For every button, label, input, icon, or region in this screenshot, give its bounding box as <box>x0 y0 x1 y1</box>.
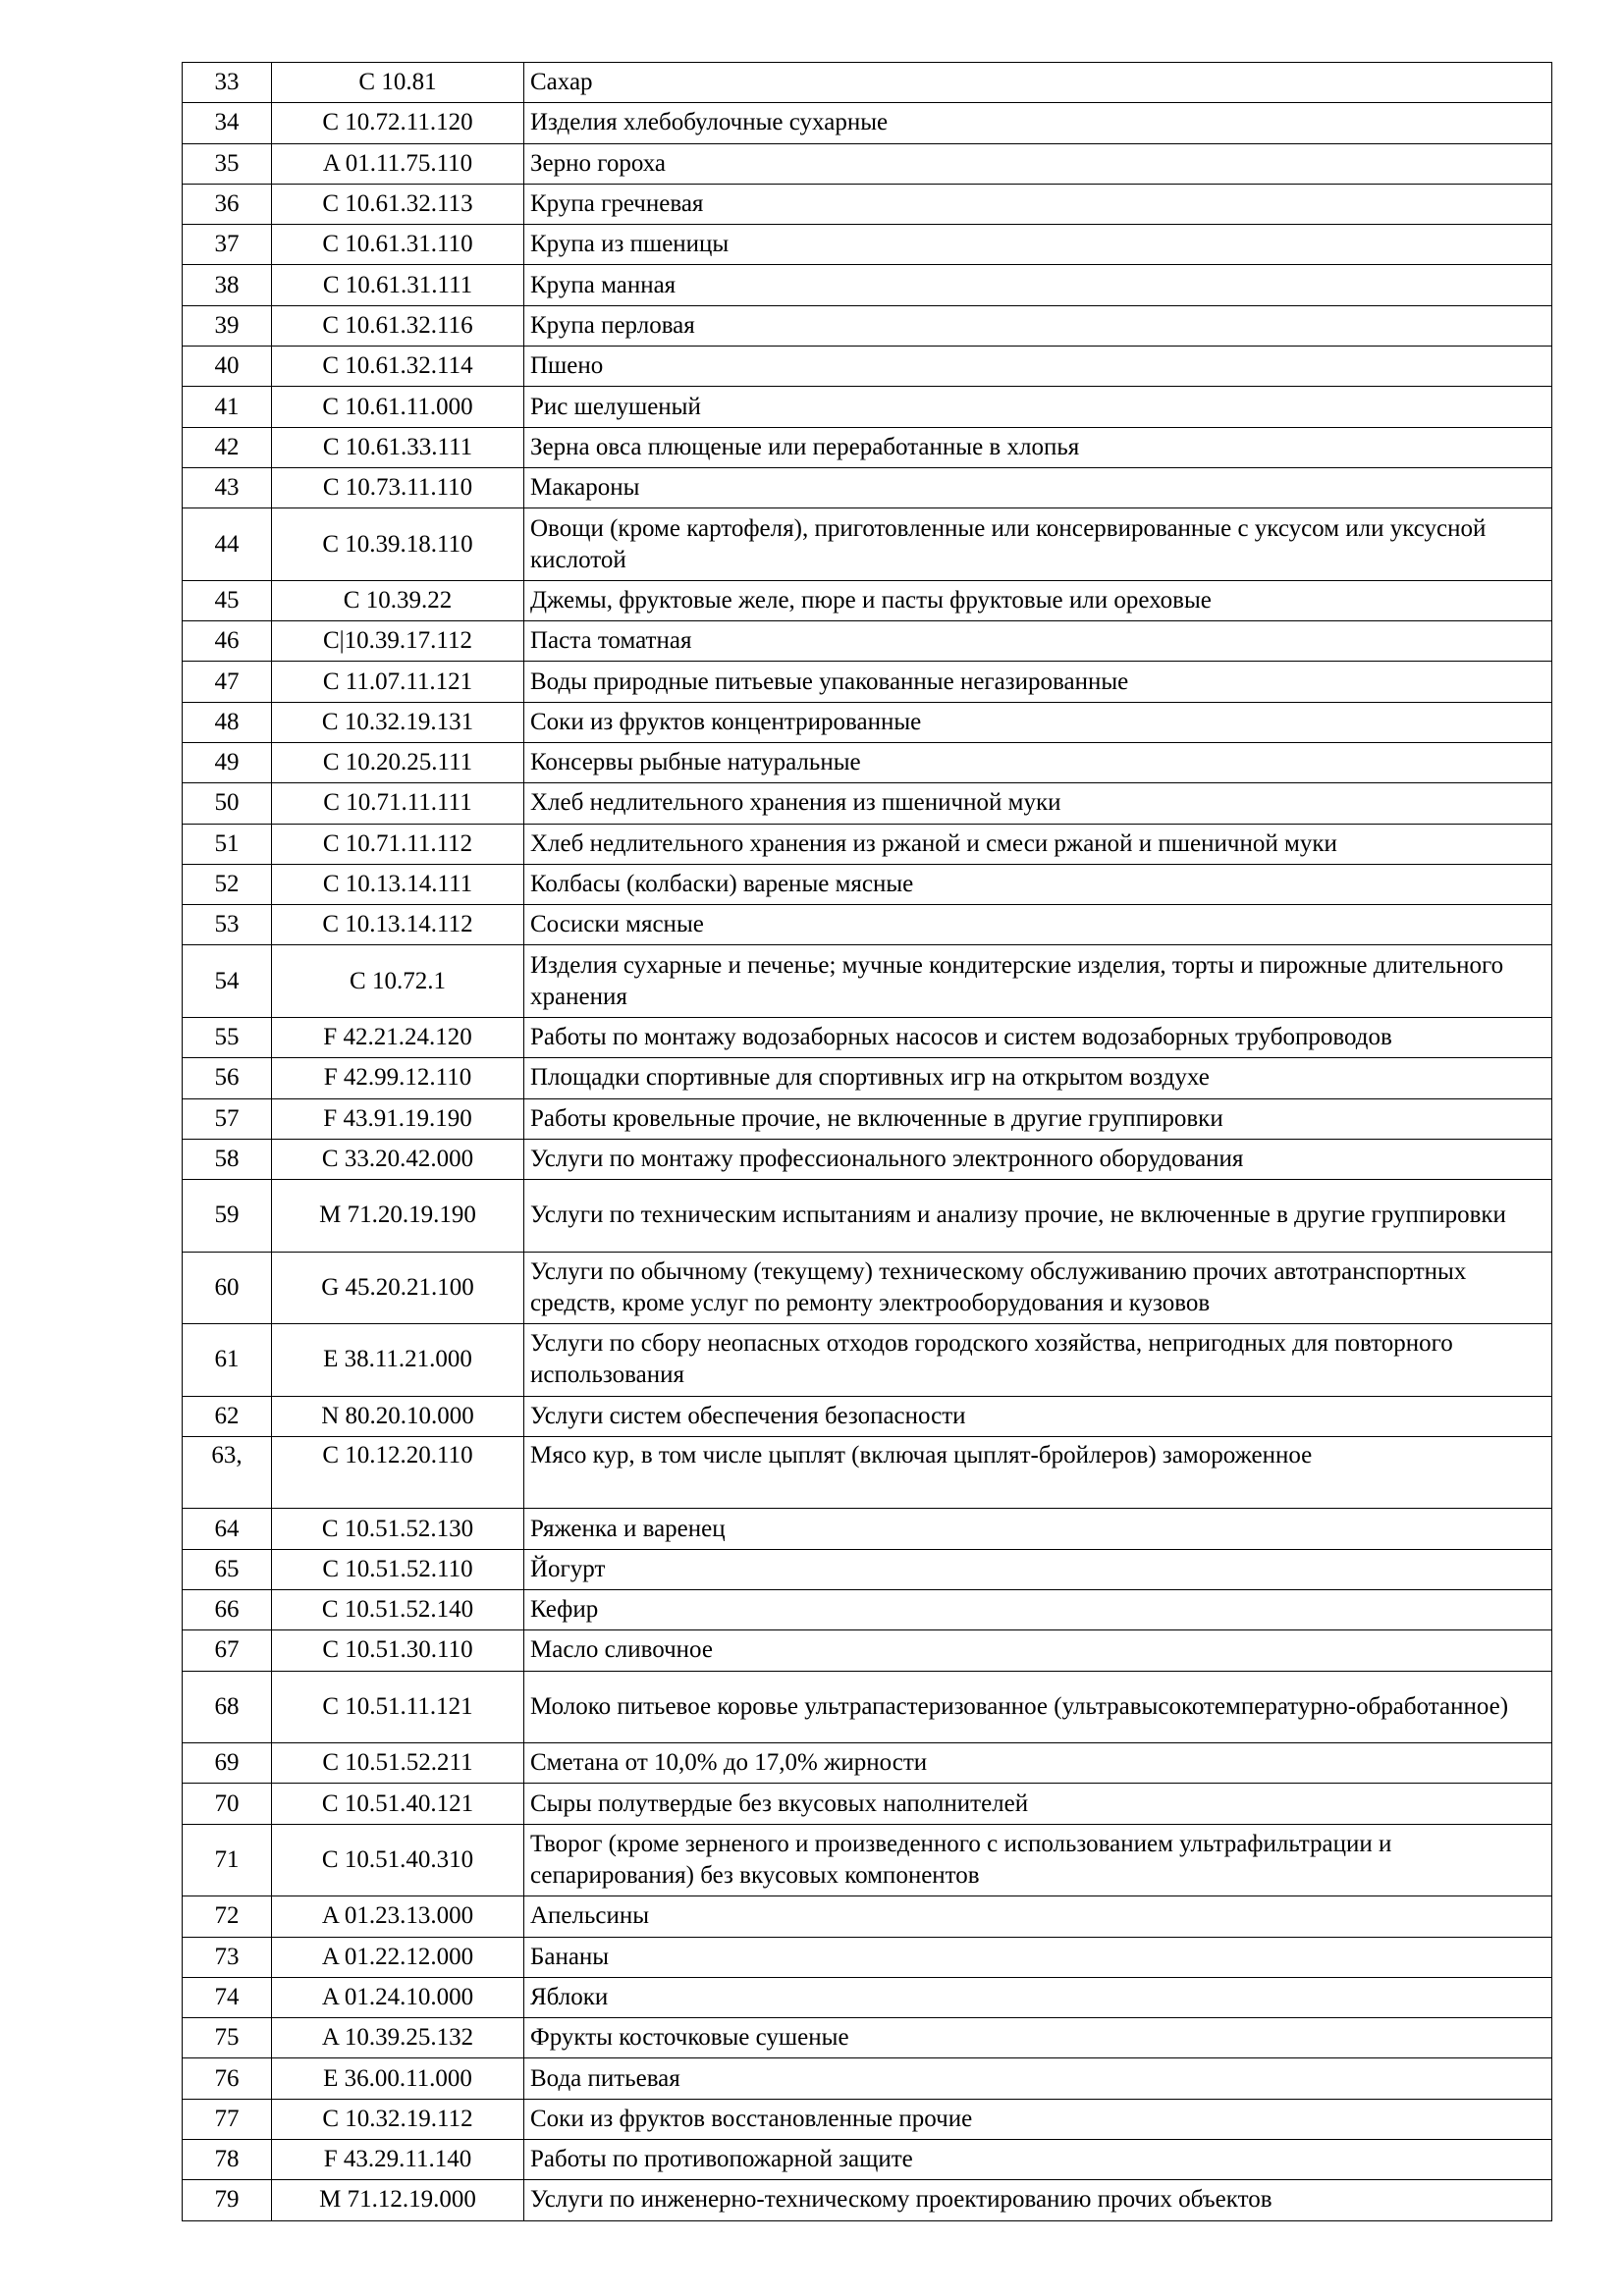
item-name-cell: Услуги по техническим испытаниям и анализу прочие, не включенные в другие группировки <box>524 1180 1552 1253</box>
item-name-cell: Масло сливочное <box>524 1630 1552 1671</box>
okpd-code-cell: A 10.39.25.132 <box>272 2018 524 2058</box>
item-name-cell: Бананы <box>524 1937 1552 1977</box>
item-name-cell: Услуги по монтажу профессионального электронного оборудования <box>524 1139 1552 1179</box>
row-number-cell: 70 <box>183 1784 272 1824</box>
row-number-cell: 39 <box>183 305 272 346</box>
item-name-cell: Крупа перловая <box>524 305 1552 346</box>
item-name-cell: Макароны <box>524 467 1552 507</box>
okpd-code-cell: C 10.81 <box>272 63 524 103</box>
row-number-cell: 73 <box>183 1937 272 1977</box>
row-number-cell: 78 <box>183 2139 272 2179</box>
okpd-code-cell: C 10.32.19.131 <box>272 702 524 742</box>
table-row <box>183 1017 1552 1057</box>
row-number-cell: 38 <box>183 265 272 305</box>
row-number-cell: 54 <box>183 945 272 1018</box>
item-name-cell: Соки из фруктов концентрированные <box>524 702 1552 742</box>
okpd-code-cell: C 10.51.40.310 <box>272 1824 524 1896</box>
okpd-code-cell: C 10.61.32.116 <box>272 305 524 346</box>
table-row <box>183 2099 1552 2139</box>
okpd-code-cell: A 01.24.10.000 <box>272 1977 524 2017</box>
table-row <box>183 1549 1552 1589</box>
okpd-code-cell: A 01.23.13.000 <box>272 1896 524 1937</box>
table-row <box>183 1436 1552 1509</box>
okpd-code-cell: N 80.20.10.000 <box>272 1396 524 1436</box>
table-row <box>183 508 1552 581</box>
item-name-cell: Фрукты косточковые сушеные <box>524 2018 1552 2058</box>
row-number-cell: 55 <box>183 1017 272 1057</box>
row-number-cell: 67 <box>183 1630 272 1671</box>
table-row <box>183 2018 1552 2058</box>
item-name-cell: Кефир <box>524 1590 1552 1630</box>
table-row <box>183 305 1552 346</box>
okpd-code-cell: A 01.22.12.000 <box>272 1937 524 1977</box>
table-row <box>183 1896 1552 1937</box>
okpd-code-cell: M 71.12.19.000 <box>272 2180 524 2220</box>
row-number-cell: 74 <box>183 1977 272 2017</box>
item-name-cell: Крупа манная <box>524 265 1552 305</box>
item-name-cell: Вода питьевая <box>524 2058 1552 2099</box>
item-name-cell: Крупа гречневая <box>524 184 1552 224</box>
okpd-code-cell: F 43.91.19.190 <box>272 1098 524 1139</box>
okpd-code-cell: C 10.61.31.110 <box>272 225 524 265</box>
row-number-cell: 46 <box>183 621 272 662</box>
table-row <box>183 783 1552 824</box>
okpd-code-cell: C 10.72.1 <box>272 945 524 1018</box>
row-number-cell: 66 <box>183 1590 272 1630</box>
okpd-code-cell: F 43.29.11.140 <box>272 2139 524 2179</box>
item-name-cell: Паста томатная <box>524 621 1552 662</box>
table-row <box>183 1590 1552 1630</box>
row-number-cell: 64 <box>183 1509 272 1549</box>
item-name-cell: Консервы рыбные натуральные <box>524 742 1552 782</box>
okpd-code-cell: A 01.11.75.110 <box>272 143 524 184</box>
item-name-cell: Площадки спортивные для спортивных игр на открытом воздухе <box>524 1058 1552 1098</box>
okpd-code-cell: C|10.39.17.112 <box>272 621 524 662</box>
item-name-cell: Изделия хлебобулочные сухарные <box>524 103 1552 143</box>
item-name-cell: Зерна овса плющеные или переработанные в хлопья <box>524 427 1552 467</box>
row-number-cell: 33 <box>183 63 272 103</box>
okpd-code-cell: C 10.61.11.000 <box>272 387 524 427</box>
row-number-cell: 42 <box>183 427 272 467</box>
okpd-code-cell: F 42.21.24.120 <box>272 1017 524 1057</box>
table-row <box>183 63 1552 103</box>
row-number-cell: 36 <box>183 184 272 224</box>
row-number-cell: 62 <box>183 1396 272 1436</box>
table-row <box>183 2139 1552 2179</box>
item-name-cell: Услуги по сбору неопасных отходов городского хозяйства, непригодных для повторного использования <box>524 1324 1552 1397</box>
row-number-cell: 58 <box>183 1139 272 1179</box>
row-number-cell: 68 <box>183 1671 272 1743</box>
row-number-cell: 51 <box>183 824 272 864</box>
okpd-code-cell: C 10.61.31.111 <box>272 265 524 305</box>
item-name-cell: Соки из фруктов восстановленные прочие <box>524 2099 1552 2139</box>
item-name-cell: Джемы, фруктовые желе, пюре и пасты фруктовые или ореховые <box>524 580 1552 620</box>
table-row <box>183 1058 1552 1098</box>
item-name-cell: Крупа из пшеницы <box>524 225 1552 265</box>
okpd-code-cell: C 10.13.14.111 <box>272 864 524 904</box>
item-name-cell: Хлеб недлительного хранения из пшеничной муки <box>524 783 1552 824</box>
item-name-cell: Услуги систем обеспечения безопасности <box>524 1396 1552 1436</box>
okpd-code-cell: G 45.20.21.100 <box>272 1252 524 1324</box>
item-name-cell: Ряженка и варенец <box>524 1509 1552 1549</box>
okpd-code-cell: C 10.51.11.121 <box>272 1671 524 1743</box>
item-name-cell: Рис шелушеный <box>524 387 1552 427</box>
okpd-table <box>182 62 1552 2221</box>
table-row <box>183 1937 1552 1977</box>
row-number-cell: 57 <box>183 1098 272 1139</box>
item-name-cell: Йогурт <box>524 1549 1552 1589</box>
item-name-cell: Овощи (кроме картофеля), приготовленные или консервированные с уксусом или уксусной кислотой <box>524 508 1552 581</box>
row-number-cell: 52 <box>183 864 272 904</box>
item-name-cell: Услуги по обычному (текущему) техническому обслуживанию прочих автотранспортных средств, кроме услуг по ремонту электрооборудования и кузовов <box>524 1252 1552 1324</box>
okpd-code-cell: F 42.99.12.110 <box>272 1058 524 1098</box>
item-name-cell: Сметана от 10,0% до 17,0% жирности <box>524 1743 1552 1784</box>
table-row <box>183 1139 1552 1179</box>
table-row <box>183 103 1552 143</box>
row-number-cell: 72 <box>183 1896 272 1937</box>
table-row <box>183 945 1552 1018</box>
table-row <box>183 265 1552 305</box>
item-name-cell: Работы по противопожарной защите <box>524 2139 1552 2179</box>
item-name-cell: Работы по монтажу водозаборных насосов и систем водозаборных трубопроводов <box>524 1017 1552 1057</box>
okpd-code-cell: C 10.39.18.110 <box>272 508 524 581</box>
item-name-cell: Яблоки <box>524 1977 1552 2017</box>
table-row <box>183 387 1552 427</box>
table-row <box>183 1671 1552 1743</box>
okpd-code-cell: C 10.72.11.120 <box>272 103 524 143</box>
table-row <box>183 1784 1552 1824</box>
table-row <box>183 1324 1552 1397</box>
okpd-code-cell: E 36.00.11.000 <box>272 2058 524 2099</box>
item-name-cell: Мясо кур, в том числе цыплят (включая цыплят-бройлеров) замороженное <box>524 1436 1552 1509</box>
okpd-code-cell: C 10.51.52.130 <box>272 1509 524 1549</box>
table-row <box>183 1977 1552 2017</box>
okpd-code-cell: C 10.51.52.110 <box>272 1549 524 1589</box>
item-name-cell: Колбасы (колбаски) вареные мясные <box>524 864 1552 904</box>
table-row <box>183 2180 1552 2220</box>
row-number-cell: 76 <box>183 2058 272 2099</box>
row-number-cell: 61 <box>183 1324 272 1397</box>
row-number-cell: 56 <box>183 1058 272 1098</box>
table-row <box>183 184 1552 224</box>
table-row <box>183 1252 1552 1324</box>
table-row <box>183 2058 1552 2099</box>
okpd-code-cell: C 10.51.40.121 <box>272 1784 524 1824</box>
row-number-cell: 49 <box>183 742 272 782</box>
row-number-cell: 59 <box>183 1180 272 1253</box>
item-name-cell: Работы кровельные прочие, не включенные в другие группировки <box>524 1098 1552 1139</box>
item-name-cell: Воды природные питьевые упакованные негазированные <box>524 662 1552 702</box>
table-row <box>183 662 1552 702</box>
okpd-code-cell: C 10.32.19.112 <box>272 2099 524 2139</box>
item-name-cell: Изделия сухарные и печенье; мучные кондитерские изделия, торты и пирожные длительного хранения <box>524 945 1552 1018</box>
row-number-cell: 40 <box>183 347 272 387</box>
okpd-code-cell: C 10.51.52.211 <box>272 1743 524 1784</box>
row-number-cell: 69 <box>183 1743 272 1784</box>
okpd-code-cell: C 10.71.11.111 <box>272 783 524 824</box>
row-number-cell: 45 <box>183 580 272 620</box>
table-row <box>183 742 1552 782</box>
okpd-code-cell: C 10.39.22 <box>272 580 524 620</box>
okpd-code-cell: C 10.71.11.112 <box>272 824 524 864</box>
table-row <box>183 1630 1552 1671</box>
row-number-cell: 47 <box>183 662 272 702</box>
row-number-cell: 44 <box>183 508 272 581</box>
row-number-cell: 34 <box>183 103 272 143</box>
table-row <box>183 1098 1552 1139</box>
okpd-code-cell: C 10.73.11.110 <box>272 467 524 507</box>
row-number-cell: 41 <box>183 387 272 427</box>
row-number-cell: 63, <box>183 1436 272 1509</box>
item-name-cell: Пшено <box>524 347 1552 387</box>
okpd-code-cell: C 10.51.52.140 <box>272 1590 524 1630</box>
row-number-cell: 50 <box>183 783 272 824</box>
okpd-code-cell: C 10.20.25.111 <box>272 742 524 782</box>
table-row <box>183 1824 1552 1896</box>
table-row <box>183 1180 1552 1253</box>
okpd-code-cell: E 38.11.21.000 <box>272 1324 524 1397</box>
table-row <box>183 702 1552 742</box>
table-body <box>183 63 1552 2221</box>
table-row <box>183 427 1552 467</box>
okpd-code-cell: C 33.20.42.000 <box>272 1139 524 1179</box>
item-name-cell: Апельсины <box>524 1896 1552 1937</box>
okpd-code-cell: C 10.61.32.114 <box>272 347 524 387</box>
table-row <box>183 347 1552 387</box>
row-number-cell: 77 <box>183 2099 272 2139</box>
okpd-code-cell: C 10.12.20.110 <box>272 1436 524 1509</box>
item-name-cell: Молоко питьевое коровье ультрапастеризованное (ультравысокотемпературно-обработанное) <box>524 1671 1552 1743</box>
row-number-cell: 65 <box>183 1549 272 1589</box>
row-number-cell: 71 <box>183 1824 272 1896</box>
table-row <box>183 225 1552 265</box>
item-name-cell: Зерно гороха <box>524 143 1552 184</box>
table-row <box>183 1396 1552 1436</box>
item-name-cell: Творог (кроме зерненого и произведенного с использованием ультрафильтрации и сепарирования) без вкусовых компонентов <box>524 1824 1552 1896</box>
row-number-cell: 75 <box>183 2018 272 2058</box>
table-row <box>183 905 1552 945</box>
okpd-code-cell: C 10.61.33.111 <box>272 427 524 467</box>
okpd-code-cell: C 10.51.30.110 <box>272 1630 524 1671</box>
okpd-code-cell: C 10.61.32.113 <box>272 184 524 224</box>
table-row <box>183 143 1552 184</box>
table-row <box>183 1743 1552 1784</box>
item-name-cell: Сахар <box>524 63 1552 103</box>
item-name-cell: Сыры полутвердые без вкусовых наполнителей <box>524 1784 1552 1824</box>
okpd-code-cell: M 71.20.19.190 <box>272 1180 524 1253</box>
table-row <box>183 864 1552 904</box>
table-row <box>183 621 1552 662</box>
item-name-cell: Хлеб недлительного хранения из ржаной и смеси ржаной и пшеничной муки <box>524 824 1552 864</box>
table-row <box>183 1509 1552 1549</box>
row-number-cell: 43 <box>183 467 272 507</box>
row-number-cell: 35 <box>183 143 272 184</box>
item-name-cell: Сосиски мясные <box>524 905 1552 945</box>
row-number-cell: 60 <box>183 1252 272 1324</box>
row-number-cell: 53 <box>183 905 272 945</box>
row-number-cell: 37 <box>183 225 272 265</box>
row-number-cell: 79 <box>183 2180 272 2220</box>
item-name-cell: Услуги по инженерно-техническому проектированию прочих объектов <box>524 2180 1552 2220</box>
okpd-code-cell: C 10.13.14.112 <box>272 905 524 945</box>
table-row <box>183 580 1552 620</box>
table-row <box>183 824 1552 864</box>
table-row <box>183 467 1552 507</box>
okpd-code-cell: C 11.07.11.121 <box>272 662 524 702</box>
row-number-cell: 48 <box>183 702 272 742</box>
